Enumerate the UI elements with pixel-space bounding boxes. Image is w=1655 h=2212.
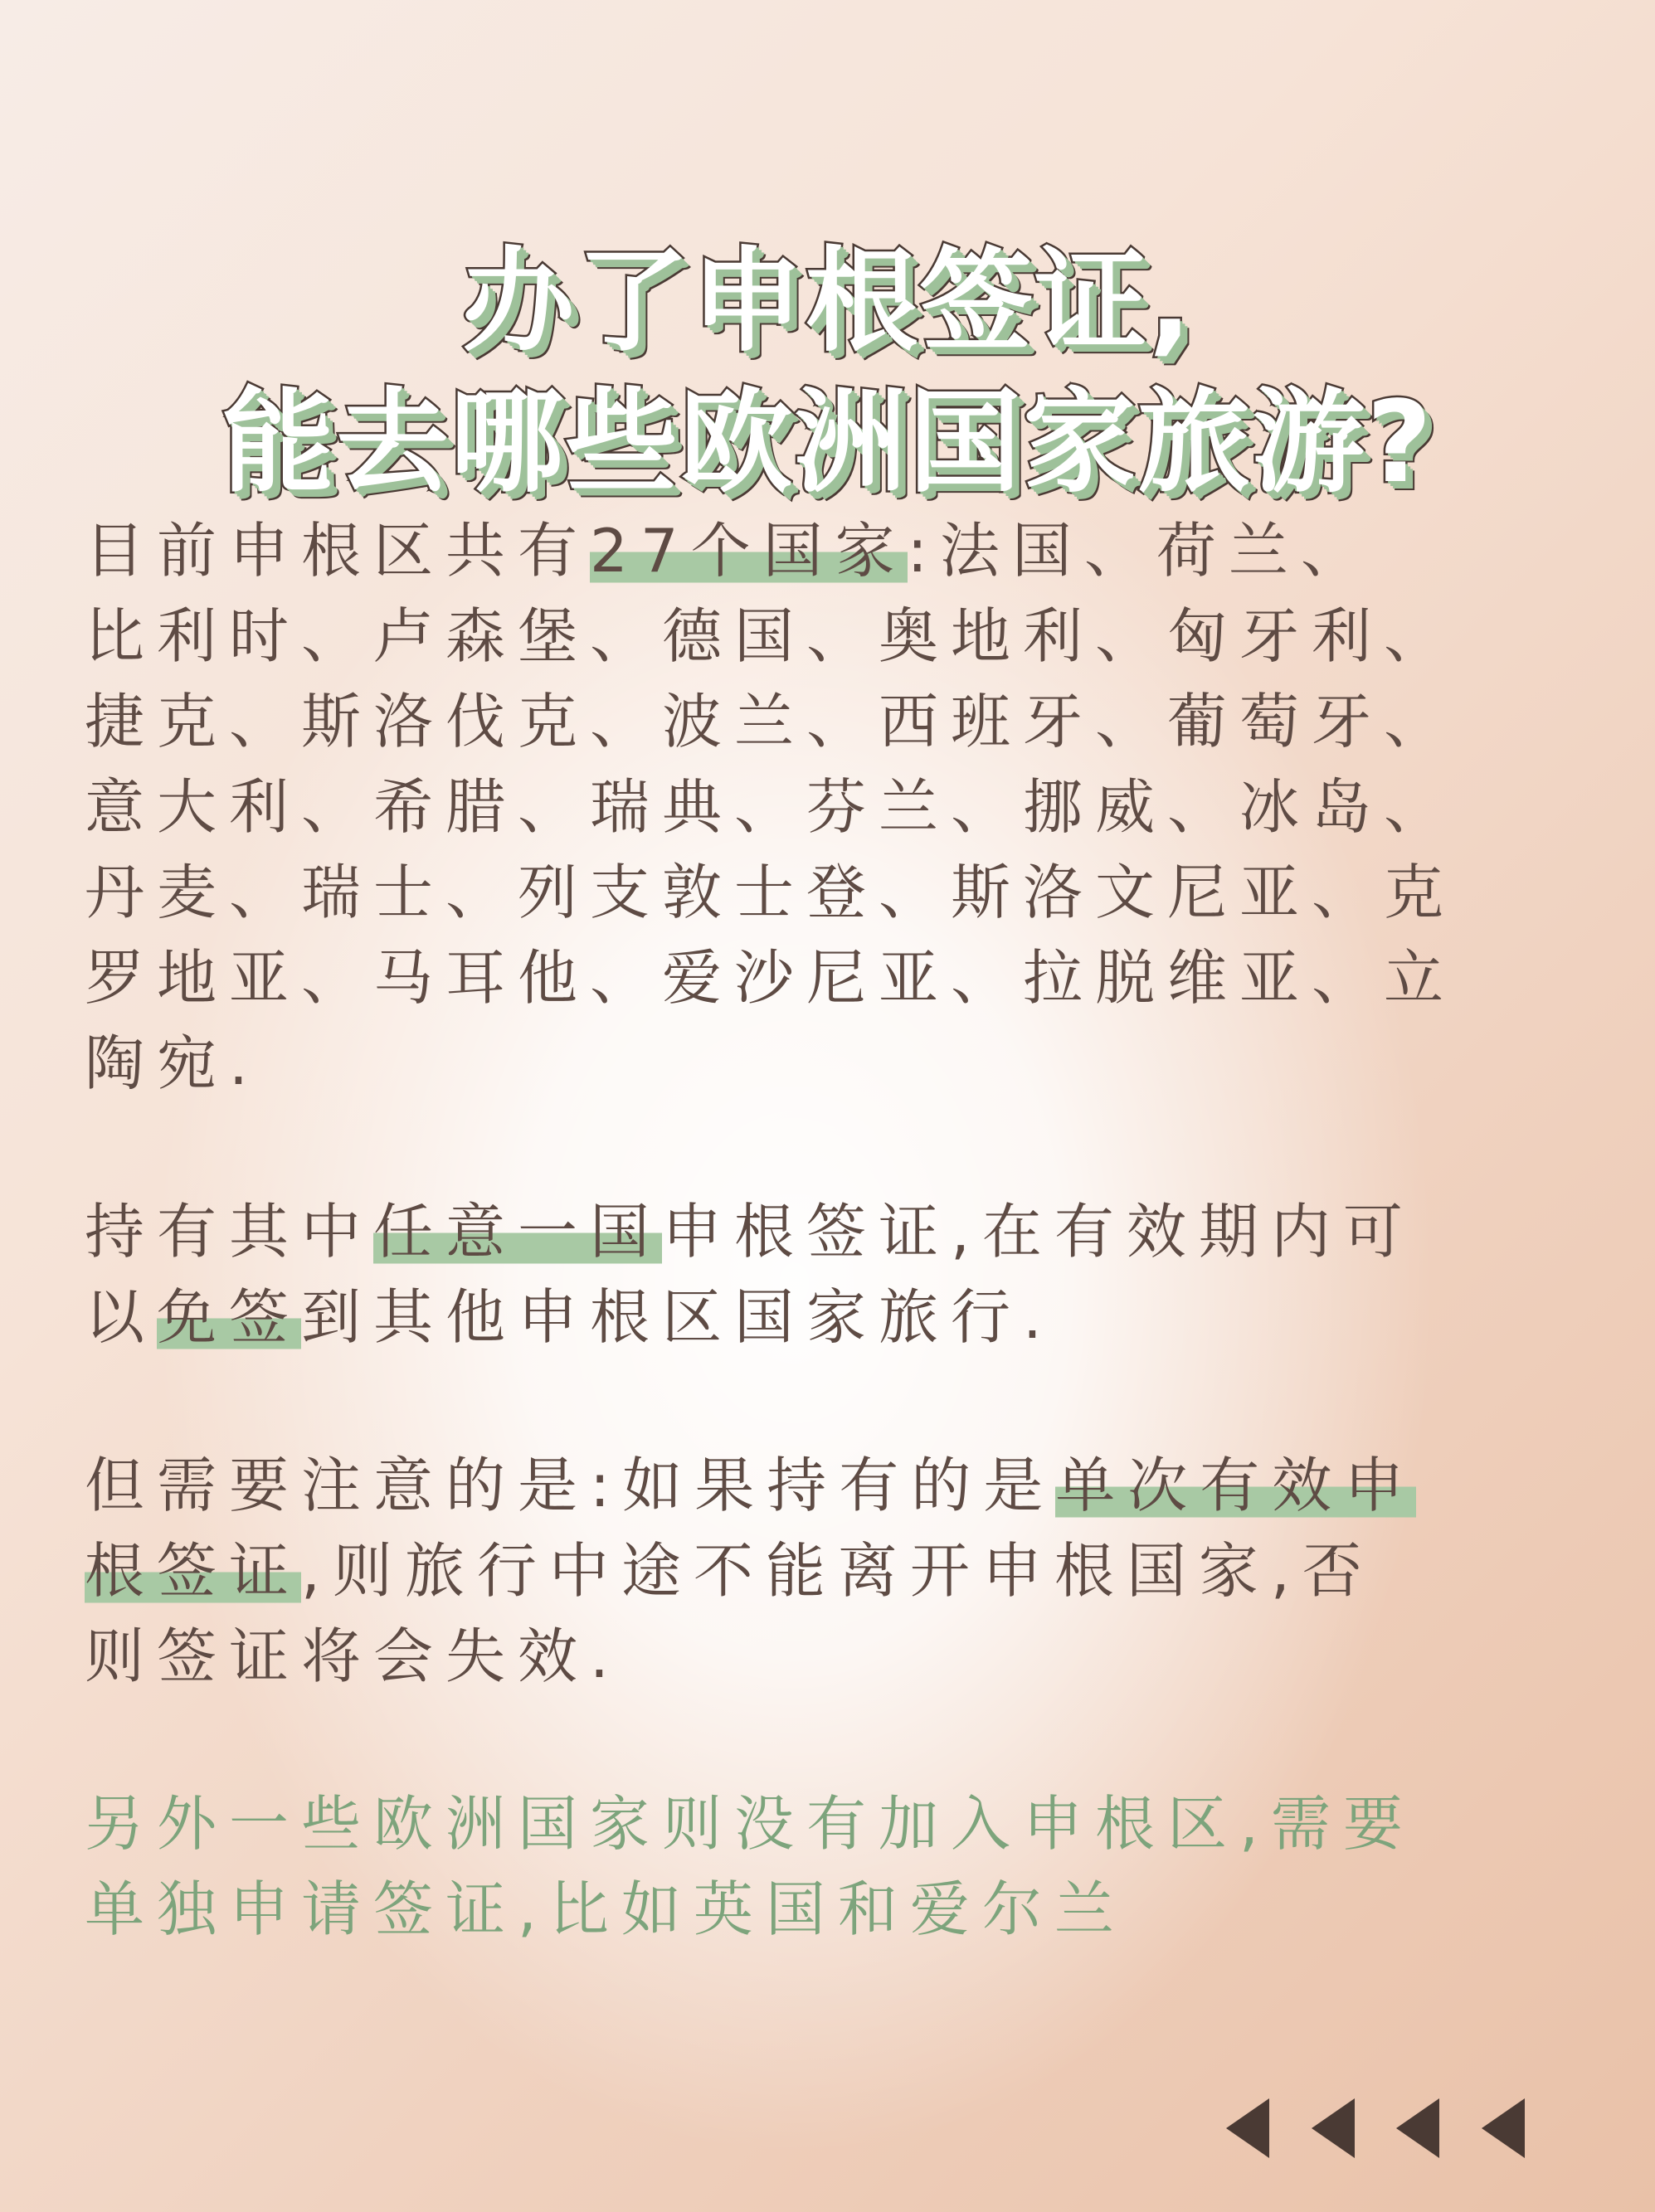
page-title xyxy=(0,231,1655,513)
paragraph3-line-1 xyxy=(85,1443,1570,1529)
left-triangle-icon xyxy=(1482,2098,1525,2158)
paragraph1-line-1 xyxy=(85,508,1570,594)
left-triangle-icon xyxy=(1226,2098,1269,2158)
paragraph-visa-validity xyxy=(85,1189,1570,1360)
paragraph1-line-7: 陶宛. xyxy=(85,1028,260,1098)
paragraph1-line-2: 比利时、卢森堡、德国、奥地利、匈牙利、 xyxy=(85,601,1457,671)
left-triangle-icon xyxy=(1396,2098,1439,2158)
paragraph1-line-3: 捷克、斯洛伐克、波兰、西班牙、葡萄牙、 xyxy=(85,687,1457,756)
text-run: 到其他申根区国家旅行. xyxy=(301,1282,1054,1352)
paragraph3-line-2 xyxy=(85,1529,1570,1614)
paragraph-non-schengen xyxy=(85,1782,1570,1952)
highlight-any-country: 任意一国 xyxy=(373,1197,663,1266)
paragraph-schengen-countries xyxy=(85,508,1570,1106)
paragraph2-line-1 xyxy=(85,1189,1570,1275)
text-run: 以 xyxy=(85,1282,158,1352)
paragraph1-line-5: 丹麦、瑞士、列支敦士登、斯洛文尼亚、克 xyxy=(85,858,1457,927)
paragraph3-line-3: 则签证将会失效. xyxy=(85,1621,621,1691)
text-run: 持有其中 xyxy=(85,1197,374,1266)
highlight-schengen-visa: 根签证 xyxy=(85,1536,302,1606)
text-run: ,则旅行中途不能离开申根国家,否 xyxy=(301,1536,1375,1606)
highlight-single-entry: 单次有效申 xyxy=(1055,1451,1417,1520)
title-line-1: 办了申根签证, xyxy=(461,236,1194,368)
text-run: 目前申根区共有 xyxy=(85,516,591,586)
text-run: :法国、荷兰、 xyxy=(907,516,1373,586)
paragraph4-line-2: 单独申请签证,比如英国和爱尔兰 xyxy=(85,1874,1127,1944)
highlight-visa-free: 免签 xyxy=(157,1282,302,1352)
text-run: 但需要注意的是:如果持有的是 xyxy=(85,1451,1056,1520)
text-run: 申根签证,在有效期内可 xyxy=(662,1197,1415,1266)
paragraph1-line-6: 罗地亚、马耳他、爱沙尼亚、拉脱维亚、立 xyxy=(85,943,1457,1013)
paragraph-single-entry-note xyxy=(85,1443,1570,1699)
title-line-2: 能去哪些欧洲国家旅游? xyxy=(221,377,1434,509)
left-triangle-icon xyxy=(1312,2098,1355,2158)
arrow-decoration xyxy=(1226,2095,1525,2161)
paragraph1-line-4: 意大利、希腊、瑞典、芬兰、挪威、冰岛、 xyxy=(85,772,1457,842)
highlight-27-countries: 27个国家 xyxy=(590,516,908,586)
paragraph2-line-2 xyxy=(85,1275,1570,1360)
paragraph4-line-1: 另外一些欧洲国家则没有加入申根区,需要 xyxy=(85,1789,1415,1859)
